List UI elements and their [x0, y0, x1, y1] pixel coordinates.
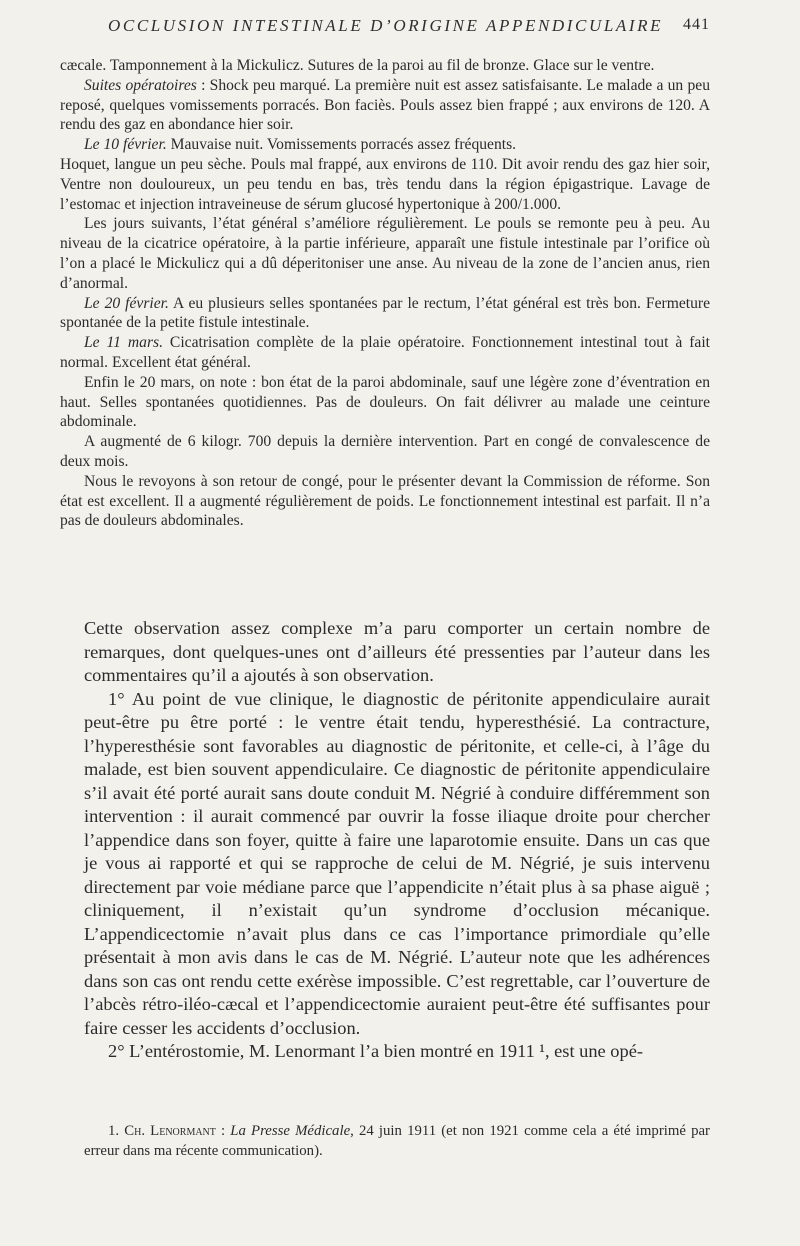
paragraph-feb20 — [60, 294, 710, 334]
footnote-separator: : — [215, 1123, 231, 1139]
paragraph: Enfin le 20 mars, on note : bon état de la paroi abdominale, sauf une légère zone d’éventration en haut. Selles spontanées quotidiennes. Pas de douleurs. On fait délivrer au malade une ceinture abdominale. — [60, 373, 710, 431]
paragraph-feb10 — [60, 135, 710, 155]
paragraph: 2° L’entérostomie, M. Lenormant l’a bien montré en 1911 ¹, est une opé- — [108, 1041, 643, 1061]
paragraph-mar11 — [60, 333, 710, 373]
paragraph: A augmenté de 6 kilogr. 700 depuis la dernière intervention. Part en congé de convalescence de deux mois. — [60, 433, 710, 470]
observation-notes — [60, 56, 710, 531]
paragraph: Les jours suivants, l’état général s’améliore régulièrement. Le pouls se remonte peu à peu. Au niveau de la cicatrice opératoire, à la partie inférieure, apparaît une fistule intestinale par l’orifice où l’on a placé le Mickulicz qui a dû déperitoniser une anse. Au niveau de la zone de l’ancien anus, rien d’anormal. — [60, 215, 710, 292]
entry-label: Le 11 mars. — [84, 334, 163, 352]
entry-label: Suites opératoires — [84, 76, 197, 94]
entry-text: Cicatrisation complète de la plaie opératoire. Fonctionnement intestinal tout à fait normal. Excellent état général. — [60, 334, 710, 371]
page-number: 441 — [683, 16, 710, 33]
entry-text: Mauvaise nuit. Vomissements porracés assez fréquents. — [166, 136, 517, 154]
entry-label: Le 10 février. — [84, 136, 167, 154]
paragraph: cæcale. Tamponnement à la Mickulicz. Sutures de la paroi au fil de bronze. Glace sur le ventre. — [60, 57, 655, 74]
entry-text: A eu plusieurs selles spontanées par le rectum, l’état général est très bon. Fermeture spontanée de la petite fistule intestinale. — [60, 294, 710, 332]
paragraph-suites — [60, 76, 710, 135]
entry-label: Le 20 février. — [84, 294, 169, 312]
commentary — [84, 617, 710, 1064]
paragraph: 1° Au point de vue clinique, le diagnostic de péritonite appendiculaire aurait peut-être pu être porté : le ventre était tendu, hyperesthésié. La contracture, l’hyperesthésie sont favorables au diagnostic de péritonite, et celle-ci, à l’âge du malade, est bien souvent appendiculaire. Ce diagnostic de péritonite appendiculaire s’il avait été porté aurait sans doute conduit M. Négrié à conduire différemment son intervention : il aurait commencé par ouvrir la fosse iliaque droite pour chercher l’appendice dans son foyer, quitte à faire une laparotomie ensuite. Dans un cas que je vous ai rapporté et qui se rapproche de celui de M. Négrié, je suis intervenu directement par voie médiane parce que l’appendicite n’était plus à sa phase aiguë ; cliniquement, il n’existait qu’un syndrome d’occlusion mécanique. L’appendicectomie n’avait plus dans ce cas l’importance primordiale qu’elle présentait à mon avis dans le cas de M. Négrié. L’auteur note que les adhérences dans son cas ont rendu cette exérèse impossible. C’est regrettable, car l’ouverture de l’abcès rétro-iléo-cæcal et l’appendicectomie auraient peut-être été suffisantes pour faire cesser les accidents d’occlusion. — [84, 688, 710, 1038]
footnote-text — [84, 1121, 710, 1161]
entry-text: : Shock peu marqué. La première nuit est assez satisfaisante. Le malade a un peu reposé, quelques vomissements porracés. Bon faciès. Pouls assez bien frappé ; aux environs de 120. A rendu des gaz en abondance hier soir. — [60, 76, 710, 134]
footnote-journal: La Presse Médicale — [230, 1123, 351, 1139]
footnote-number: 1. — [108, 1123, 120, 1139]
paragraph: Hoquet, langue un peu sèche. Pouls mal frappé, aux environs de 110. Dit avoir rendu des gaz hier soir, Ventre non douloureux, un peu tendu en bas, très tendu dans la région épigastrique. Lavage de l’estomac et injection intraveineuse de sérum glucosé hypertonique à 200/1.000. — [60, 155, 710, 213]
footnote-author: Ch. Lenormant — [124, 1123, 216, 1139]
footnote — [84, 1121, 710, 1161]
running-title: OCCLUSION INTESTINALE D’ORIGINE APPENDICULAIRE — [108, 16, 664, 35]
footnote-rest: , 24 juin 1911 (et non 1921 comme cela a été imprimé par erreur dans ma récente communication). — [84, 1123, 710, 1159]
paragraph: Cette observation assez complexe m’a paru comporter un certain nombre de remarques, dont quelques-unes ont d’ailleurs été pressenties par l’auteur dans les commentaires qu’il a ajoutés à son observation. — [84, 618, 710, 685]
paragraph: Nous le revoyons à son retour de congé, pour le présenter devant la Commission de réforme. Son état est excellent. Il a augmenté régulièrement de poids. Le fonctionnement intestinal est parfait. Il n’a pas de douleurs abdominales. — [60, 472, 710, 530]
